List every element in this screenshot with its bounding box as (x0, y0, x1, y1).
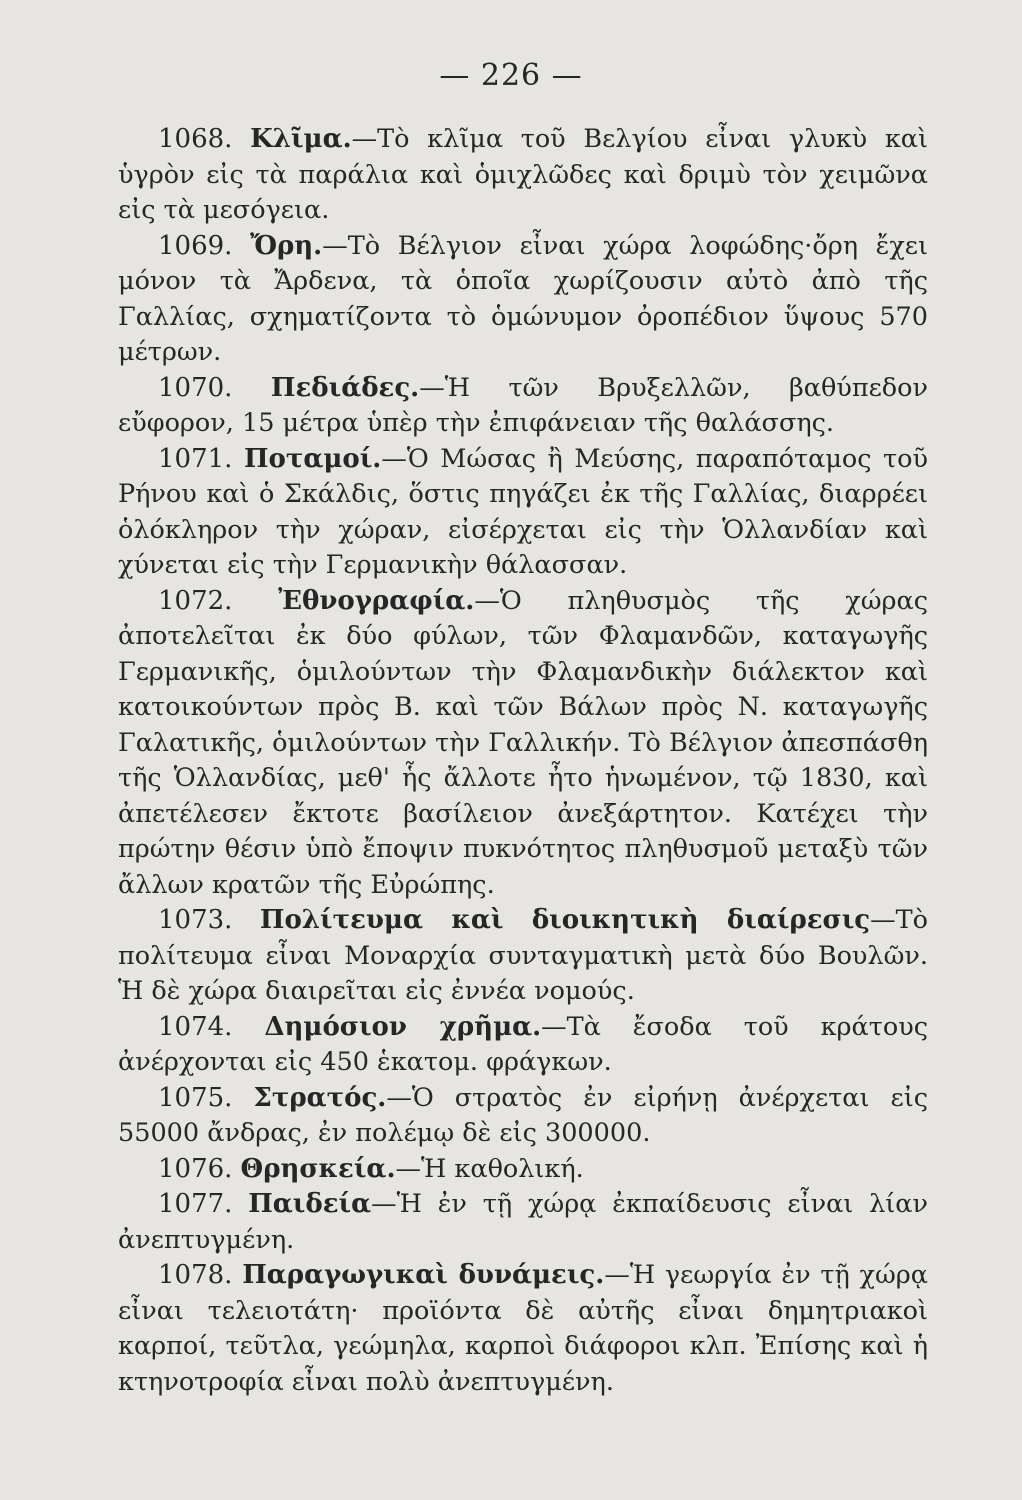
paragraph-1073 (118, 903, 928, 1010)
paragraph-number: 1078. (158, 1260, 233, 1290)
paragraph-text: —Ἡ τῶν Βρυξελλῶν, βαθύπεδον εὔφορον, 15 μέτρα ὑπὲρ τὴν ἐπιφάνειαν τῆς θαλάσσης. (118, 372, 929, 438)
paragraph-text: —Τὸ Βέλγιον εἶναι χώρα λοφώδης·ὄρη ἔχει μόνον τὰ Ἄρδενα, τὰ ὁποῖα χωρίζουσιν αὐτὸ ἀπὸ τῆς Γαλλίας, σχηματίζοντα τὸ ὁμώνυμον ὀροπέδιον ὕψους 570 μέτρων. (118, 230, 929, 367)
paragraph-text: —Ὁ στρατὸς ἐν εἰρήνῃ ἀνέρχεται εἰς 55000 ἄνδρας, ἐν πολέμῳ δὲ εἰς 300000. (118, 1082, 928, 1148)
paragraph-heading: Στρατός. (253, 1082, 387, 1113)
paragraph-text: —Τὰ ἔσοδα τοῦ κράτους ἀνέρχονται εἰς 450 ἑκατομ. φράγκων. (118, 1011, 928, 1077)
paragraph-heading: Ὄρη. (250, 230, 323, 261)
paragraph-heading: Ποταμοί. (243, 443, 382, 474)
paragraph-text: —Ἡ γεωργία ἐν τῇ χώρᾳ εἶναι τελειοτάτη· προϊόντα δὲ αὐτῆς εἶναι δημητριακοὶ καρποί, τεῦτλα, γεώμηλα, καρποὶ διάφοροι κλπ. Ἐπίσης καὶ ἡ κτηνοτροφία εἶναι πολὺ ἀνεπτυγμένη. (118, 1260, 928, 1397)
page-number: — 226 — (439, 58, 583, 93)
paragraph-1077 (118, 1187, 928, 1258)
paragraph-1071 (118, 442, 928, 584)
paragraph-number: 1073. (158, 905, 233, 935)
paragraph-1072 (118, 584, 928, 904)
paragraph-text: —Ἡ ἐν τῇ χώρᾳ ἐκπαίδευσις εἶναι λίαν ἀνεπτυγμένη. (118, 1189, 928, 1255)
paragraph-number: 1069. (158, 230, 233, 261)
paragraph-number: 1075. (158, 1082, 233, 1113)
paragraph-heading: Παραγωγικαὶ δυνάμεις. (242, 1260, 605, 1290)
paragraph-heading: Κλῖμα. (250, 124, 352, 154)
paragraph-1069 (118, 229, 928, 371)
paragraph-number: 1071. (158, 443, 233, 474)
paragraph-text: —Τὸ πολίτευμα εἶναι Μοναρχία συνταγματικὴ μετὰ δύο Βουλῶν. Ἡ δὲ χώρα διαιρεῖται εἰς ἐννέα νομούς. (118, 905, 928, 1006)
paragraph-text: —Τὸ κλῖμα τοῦ Βελγίου εἶναι γλυκὺ καὶ ὑγρὸν εἰς τὰ παράλια καὶ ὁμιχλῶδες καὶ δριμὺ τὸν χειμῶνα εἰς τὰ μεσόγεια. (118, 124, 929, 225)
paragraph-text: —Ὁ Μώσας ἢ Μεύσης, παραπόταμος τοῦ Ρήνου καὶ ὁ Σκάλδις, ὅστις πηγάζει ἐκ τῆς Γαλλίας, διαρρέει ὁλόκληρον τὴν χώραν, εἰσέρχεται εἰς τὴν Ὁλλανδίαν καὶ χύνεται εἰς τὴν Γερμανικὴν θάλασσαν. (118, 443, 928, 580)
paragraph-heading: Θρησκεία. (240, 1153, 396, 1184)
paragraph-1068 (118, 122, 928, 229)
paragraph-1076 (118, 1152, 928, 1188)
paragraph-1070 (118, 371, 928, 442)
paragraph-heading: Πεδιάδες. (270, 372, 420, 403)
paragraph-heading: Δημόσιον χρῆμα. (264, 1011, 542, 1042)
paragraph-number: 1072. (158, 585, 233, 616)
paragraph-heading: Παιδεία (248, 1189, 372, 1219)
paragraph-number: 1077. (158, 1189, 233, 1219)
paragraph-1078 (118, 1258, 928, 1400)
paragraph-heading: Πολίτευμα καὶ διοικητικὴ διαίρεσις (259, 905, 871, 935)
paragraph-number: 1070. (158, 372, 233, 403)
paragraph-number: 1074. (158, 1011, 233, 1042)
paragraph-text: —Ὁ πληθυσμὸς τῆς χώρας ἀποτελεῖται ἐκ δύο φύλων, τῶν Φλαμανδῶν, καταγωγῆς Γερμανικῆς, ὁμιλούντων τὴν Φλαμανδικὴν διάλεκτον καὶ κατοικούντων πρὸς Β. καὶ τῶν Βάλων πρὸς Ν. καταγωγῆς Γαλατικῆς, ὁμιλούντων τὴν Γαλλικήν. Τὸ Βέλγιον ἀπεσπάσθη τῆς Ὁλλανδίας, μεθ' ἧς ἄλλοτε ἦτο ἡνωμένον, τῷ 1830, καὶ ἀπετέλεσεν ἔκτοτε βασίλειον ἀνεξάρτητον. Κατέχει τὴν πρώτην θέσιν ὑπὸ ἔποψιν πυκνότητος πληθυσμοῦ μεταξὺ τῶν ἄλλων κρατῶν τῆς Εὐρώπης. (118, 585, 928, 900)
page-body (118, 122, 928, 1400)
paragraph-number: 1076. (158, 1153, 233, 1184)
paragraph-1075 (118, 1081, 928, 1152)
paragraph-text: —Ἡ καθολική. (395, 1153, 584, 1184)
paragraph-1074 (118, 1010, 928, 1081)
paragraph-number: 1068. (158, 124, 233, 154)
paragraph-heading: Ἐθνογραφία. (278, 585, 475, 616)
